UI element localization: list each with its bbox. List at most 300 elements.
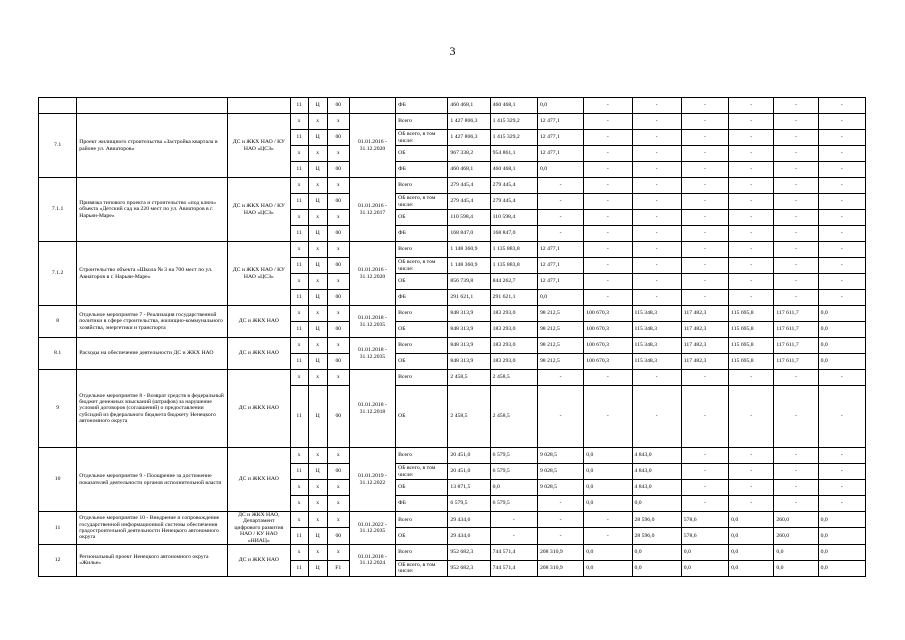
code-cell: 11 xyxy=(290,290,308,306)
code-cell: 11 xyxy=(290,194,308,210)
value-cell: 460 468,1 xyxy=(448,162,490,178)
code-cell: х xyxy=(327,146,349,162)
value-cell: 1 415 329,2 xyxy=(490,130,537,146)
table-row xyxy=(39,338,866,354)
code-cell: х xyxy=(290,370,308,386)
code-cell: х xyxy=(327,544,349,560)
value-cell: 183 293,0 xyxy=(490,306,537,322)
value-cell: 1 135 883,8 xyxy=(490,258,537,274)
measure-name-cell: Отдельное мероприятие 7 - Реализация государственной политики в сфере строительства, жилищно-коммунального хозяйства, энергетики и транспорта xyxy=(77,306,228,338)
code-cell: х xyxy=(290,114,308,130)
funding-source-cell: ОБ всего, в том числе: xyxy=(396,130,448,146)
value-cell: 952 682,3 xyxy=(448,560,490,576)
value-cell: 744 571,4 xyxy=(490,560,537,576)
executor-cell: ДС и ЖКХ НАО xyxy=(228,544,290,576)
value-cell: 578,6 xyxy=(681,512,728,528)
funding-source-cell: ОБ всего, в том числе: xyxy=(396,560,448,576)
value-cell: - xyxy=(774,290,818,306)
row-number-cell: 12 xyxy=(39,544,77,576)
period-cell: 01.01.2016 - 31.12.2020 xyxy=(349,114,395,178)
code-cell: х xyxy=(290,338,308,354)
value-cell: 98 212,5 xyxy=(537,338,583,354)
funding-source-cell: ОБ xyxy=(396,386,448,448)
value-cell: 117 611,7 xyxy=(774,322,818,338)
funding-source-cell: ОБ всего, в том числе: xyxy=(396,194,448,210)
code-cell: х xyxy=(308,114,327,130)
value-cell: 9 028,5 xyxy=(537,480,583,496)
executor-cell: ДС и ЖКХ НАО / КУ НАО «ЦСЗ» xyxy=(228,242,290,306)
value-cell: 20 451,0 xyxy=(448,464,490,480)
code-cell: х xyxy=(308,544,327,560)
value-cell: - xyxy=(681,386,728,448)
value-cell: 848 313,9 xyxy=(448,354,490,370)
code-cell: х xyxy=(308,242,327,258)
value-cell: - xyxy=(681,210,728,226)
value-cell: 6 579,5 xyxy=(490,496,537,512)
value-cell: 0,0 xyxy=(584,448,632,464)
value-cell: 279 445,4 xyxy=(448,194,490,210)
code-cell: х xyxy=(327,306,349,322)
code-cell: х xyxy=(327,448,349,464)
value-cell: 291 621,1 xyxy=(490,290,537,306)
value-cell: - xyxy=(584,178,632,194)
value-cell: - xyxy=(681,130,728,146)
value-cell: 100 670,3 xyxy=(584,354,632,370)
name-cell xyxy=(77,98,228,114)
value-cell: 260,0 xyxy=(774,528,818,544)
code-cell: 11 xyxy=(290,386,308,448)
value-cell: - xyxy=(584,528,632,544)
value-cell: - xyxy=(729,370,774,386)
table-row xyxy=(39,98,866,114)
funding-source-cell: Всего xyxy=(396,370,448,386)
value-cell: - xyxy=(818,386,865,448)
value-cell: 100 670,3 xyxy=(584,338,632,354)
code-cell: х xyxy=(327,274,349,290)
value-cell: - xyxy=(584,274,632,290)
value-cell: - xyxy=(774,146,818,162)
code-cell: х xyxy=(290,480,308,496)
value-cell: - xyxy=(584,258,632,274)
value-cell: - xyxy=(774,98,818,114)
table-row xyxy=(39,114,866,130)
code-cell: х xyxy=(308,480,327,496)
value-cell: 115 348,3 xyxy=(632,354,681,370)
value-cell: 1 427 806,3 xyxy=(448,130,490,146)
code-cell: х xyxy=(290,306,308,322)
value-cell: - xyxy=(584,386,632,448)
funding-source-cell: Всего xyxy=(396,448,448,464)
value-cell: 115 348,3 xyxy=(632,306,681,322)
value-cell: - xyxy=(584,226,632,242)
value-cell: 0,0 xyxy=(584,544,632,560)
code-cell: х xyxy=(290,146,308,162)
code-cell: х xyxy=(308,178,327,194)
value-cell: 844 262,7 xyxy=(490,274,537,290)
value-cell: 6 579,5 xyxy=(490,448,537,464)
value-cell: - xyxy=(729,114,774,130)
value-cell: 98 212,5 xyxy=(537,306,583,322)
value-cell: - xyxy=(774,226,818,242)
value-cell: - xyxy=(818,226,865,242)
value-cell: - xyxy=(681,242,728,258)
code-cell: 11 xyxy=(290,162,308,178)
row-number-cell: 11 xyxy=(39,512,77,545)
value-cell: 1 148 360,9 xyxy=(448,258,490,274)
value-cell: - xyxy=(729,242,774,258)
value-cell: 117 482,3 xyxy=(681,338,728,354)
funding-source-cell: ФБ xyxy=(396,226,448,242)
value-cell: - xyxy=(632,290,681,306)
value-cell: - xyxy=(632,226,681,242)
period-cell xyxy=(349,98,395,114)
value-cell: - xyxy=(537,528,583,544)
period-cell: 01.01.2016 - 31.12.2020 xyxy=(349,242,395,306)
value-cell: - xyxy=(537,386,583,448)
funding-source-cell: Всего xyxy=(396,544,448,560)
value-cell: 12 477,1 xyxy=(537,242,583,258)
executor-cell: ДС и ЖКХ НАО, Департамент цифрового развития НАО / КУ НАО «НИАЦ» xyxy=(228,512,290,545)
measure-name-cell: Строительство объекта «Школа № 3 на 700 мест по ул. Авиаторов в г. Нарьян-Маре» xyxy=(77,242,228,306)
period-cell: 01.01.2018 - 31.12.2024 xyxy=(349,544,395,576)
value-cell: 115 695,8 xyxy=(729,306,774,322)
code-cell: Ц xyxy=(308,226,327,242)
value-cell: - xyxy=(681,226,728,242)
value-cell: 110 598,4 xyxy=(490,210,537,226)
measure-name-cell: Привязка типового проекта и строительство «под ключ» объекта «Детский сад на 220 мест по ул. Авиаторов в г. Нарьян-Маре» xyxy=(77,178,228,242)
code-cell: Ц xyxy=(308,322,327,338)
code-cell: 00 xyxy=(327,258,349,274)
value-cell: - xyxy=(818,194,865,210)
code-cell: Ц xyxy=(308,290,327,306)
row-number-cell: 8.1 xyxy=(39,338,77,370)
value-cell: 4 843,0 xyxy=(632,480,681,496)
value-cell: - xyxy=(584,242,632,258)
value-cell: - xyxy=(632,258,681,274)
code-cell: 11 xyxy=(290,528,308,544)
code-cell: х xyxy=(327,496,349,512)
funding-source-cell: Всего xyxy=(396,512,448,528)
value-cell: - xyxy=(729,464,774,480)
number-cell xyxy=(39,98,77,114)
funding-source-cell: ОБ xyxy=(396,210,448,226)
code-cell: 00 xyxy=(327,98,349,114)
period-cell: 01.01.2018 - 31.12.2035 xyxy=(349,306,395,338)
value-cell: - xyxy=(681,480,728,496)
value-cell: - xyxy=(774,162,818,178)
code-cell: х xyxy=(308,306,327,322)
code-cell: х xyxy=(308,370,327,386)
code-cell: 11 xyxy=(290,560,308,576)
value-cell: - xyxy=(681,178,728,194)
value-cell: - xyxy=(818,178,865,194)
value-cell: 0,0 xyxy=(818,338,865,354)
code-cell: 11 xyxy=(290,130,308,146)
code-cell: 11 xyxy=(290,464,308,480)
value-cell: - xyxy=(729,274,774,290)
code-cell: х xyxy=(327,338,349,354)
value-cell: - xyxy=(681,194,728,210)
value-cell: - xyxy=(537,496,583,512)
value-cell: 12 477,1 xyxy=(537,114,583,130)
code-cell: х xyxy=(290,274,308,290)
value-cell: 0,0 xyxy=(632,496,681,512)
value-cell: 0,0 xyxy=(729,528,774,544)
value-cell: - xyxy=(774,386,818,448)
row-number-cell: 7.1.1 xyxy=(39,178,77,242)
value-cell: 848 313,9 xyxy=(448,338,490,354)
code-cell: х xyxy=(290,210,308,226)
value-cell: - xyxy=(632,98,681,114)
value-cell: 0,0 xyxy=(818,354,865,370)
value-cell: 2 458,5 xyxy=(448,386,490,448)
value-cell: - xyxy=(818,496,865,512)
value-cell: - xyxy=(818,370,865,386)
value-cell: 12 477,1 xyxy=(537,130,583,146)
value-cell: 117 482,3 xyxy=(681,354,728,370)
value-cell: - xyxy=(632,242,681,258)
period-cell: 01.01.2018 - 31.12.2018 xyxy=(349,370,395,448)
value-cell: 110 598,4 xyxy=(448,210,490,226)
value-cell: - xyxy=(818,210,865,226)
value-cell: 0,0 xyxy=(818,512,865,528)
funding-source-cell: ФБ xyxy=(396,496,448,512)
value-cell: - xyxy=(584,290,632,306)
value-cell: - xyxy=(537,226,583,242)
measure-name-cell: Проект жилищного строительства «Застройка квартала в районе ул. Авиаторов» xyxy=(77,114,228,178)
measure-name-cell: Отдельное мероприятие 8 - Возврат средств в федеральный бюджет денежных взысканий (штрафов) за нарушение условий договоров (соглашений) о предоставлении субсидий из федерального бюджета бюджету Ненецкого автономного округа xyxy=(77,370,228,448)
value-cell: - xyxy=(774,130,818,146)
value-cell: 0,0 xyxy=(774,544,818,560)
code-cell: 00 xyxy=(327,354,349,370)
code-cell: Ц xyxy=(308,162,327,178)
value-cell: 9 028,5 xyxy=(537,448,583,464)
code-cell: х xyxy=(327,512,349,528)
code-cell: 00 xyxy=(327,162,349,178)
value-cell: 115 695,8 xyxy=(729,354,774,370)
code-cell: х xyxy=(327,480,349,496)
value-cell: 12 477,1 xyxy=(537,258,583,274)
code-cell: х xyxy=(308,496,327,512)
measure-name-cell: Расходы на обеспечение деятельности ДС и ЖКХ НАО xyxy=(77,338,228,370)
value-cell: 279 445,4 xyxy=(448,178,490,194)
value-cell: - xyxy=(818,98,865,114)
value-cell: 1 427 806,3 xyxy=(448,114,490,130)
value-cell: 967 338,2 xyxy=(448,146,490,162)
value-cell: 9 028,5 xyxy=(537,464,583,480)
code-cell: х xyxy=(290,496,308,512)
funding-source-cell: ОБ xyxy=(396,354,448,370)
code-cell: 00 xyxy=(327,226,349,242)
value-cell: - xyxy=(632,130,681,146)
period-cell: 01.01.2016 - 31.12.2017 xyxy=(349,178,395,242)
value-cell: 117 611,7 xyxy=(774,306,818,322)
value-cell: 117 611,7 xyxy=(774,354,818,370)
value-cell: 0,0 xyxy=(818,560,865,576)
value-cell: 0,0 xyxy=(537,290,583,306)
value-cell: - xyxy=(729,290,774,306)
value-cell: - xyxy=(729,226,774,242)
code-cell: 11 xyxy=(290,226,308,242)
value-cell: - xyxy=(584,512,632,528)
value-cell: 460 468,1 xyxy=(490,162,537,178)
code-cell: 00 xyxy=(327,322,349,338)
code-cell: 00 xyxy=(327,528,349,544)
funding-source-cell: ФБ xyxy=(396,162,448,178)
value-cell: 260,0 xyxy=(774,512,818,528)
value-cell: - xyxy=(818,130,865,146)
value-cell: 0,0 xyxy=(537,162,583,178)
value-cell: 98 212,5 xyxy=(537,354,583,370)
code-cell: х xyxy=(327,242,349,258)
value-cell: 0,0 xyxy=(818,528,865,544)
funding-source-cell: ОБ xyxy=(396,274,448,290)
value-cell: - xyxy=(774,496,818,512)
executor-cell: ДС и ЖКХ НАО / КУ НАО «ЦСЗ» xyxy=(228,178,290,242)
value-cell: 29 434,6 xyxy=(448,512,490,528)
code-cell: 00 xyxy=(327,130,349,146)
value-cell: - xyxy=(681,258,728,274)
value-cell: 115 348,3 xyxy=(632,338,681,354)
code-cell: 11 xyxy=(290,98,308,114)
value-cell: 2 458,5 xyxy=(490,386,537,448)
period-cell: 01.01.2019 - 31.12.2022 xyxy=(349,448,395,512)
value-cell: - xyxy=(681,98,728,114)
value-cell: - xyxy=(584,130,632,146)
funding-source-cell: Всего xyxy=(396,178,448,194)
value-cell: 0,0 xyxy=(729,544,774,560)
value-cell: 0,0 xyxy=(632,560,681,576)
code-cell: Ц xyxy=(308,194,327,210)
funding-source-cell: Всего xyxy=(396,242,448,258)
value-cell: 100 670,3 xyxy=(584,306,632,322)
code-cell: х xyxy=(327,210,349,226)
code-cell: Ц xyxy=(308,528,327,544)
value-cell: - xyxy=(632,162,681,178)
code-cell: 00 xyxy=(327,194,349,210)
value-cell: - xyxy=(584,370,632,386)
code-cell: 11 xyxy=(290,258,308,274)
value-cell: - xyxy=(729,162,774,178)
value-cell: - xyxy=(681,290,728,306)
value-cell: 100 670,3 xyxy=(584,322,632,338)
value-cell: - xyxy=(774,178,818,194)
code-cell: х xyxy=(290,448,308,464)
value-cell: - xyxy=(774,480,818,496)
value-cell: 291 621,1 xyxy=(448,290,490,306)
executor-cell: ДС и ЖКХ НАО xyxy=(228,338,290,370)
table-row xyxy=(39,544,866,560)
value-cell: 168 847,0 xyxy=(490,226,537,242)
value-cell: 117 482,3 xyxy=(681,322,728,338)
value-cell: - xyxy=(584,98,632,114)
value-cell: - xyxy=(774,210,818,226)
value-cell: - xyxy=(729,146,774,162)
value-cell: 29 434,6 xyxy=(448,528,490,544)
code-cell: F1 xyxy=(327,560,349,576)
code-cell: Ц xyxy=(308,386,327,448)
measure-name-cell: Региональный проект Ненецкого автономного округа «Жилье» xyxy=(77,544,228,576)
value-cell: 13 871,5 xyxy=(448,480,490,496)
value-cell: - xyxy=(584,194,632,210)
table-row xyxy=(39,370,866,386)
value-cell: 1 148 360,9 xyxy=(448,242,490,258)
value-cell: - xyxy=(774,448,818,464)
value-cell: 183 293,0 xyxy=(490,322,537,338)
budget-table xyxy=(38,97,866,577)
value-cell: 0,0 xyxy=(818,306,865,322)
value-cell: - xyxy=(490,528,537,544)
value-cell: - xyxy=(537,194,583,210)
value-cell: 20 451,0 xyxy=(448,448,490,464)
code-cell: Ц xyxy=(308,354,327,370)
value-cell: 0,0 xyxy=(681,544,728,560)
value-cell: 183 293,0 xyxy=(490,338,537,354)
value-cell: 856 739,8 xyxy=(448,274,490,290)
code-cell: х xyxy=(290,242,308,258)
value-cell: - xyxy=(818,464,865,480)
value-cell: - xyxy=(818,242,865,258)
value-cell: - xyxy=(681,448,728,464)
value-cell: 117 611,7 xyxy=(774,338,818,354)
value-cell: 279 445,4 xyxy=(490,178,537,194)
value-cell: - xyxy=(729,480,774,496)
executor-cell: ДС и ЖКХ НАО xyxy=(228,448,290,512)
value-cell: 0,0 xyxy=(584,480,632,496)
value-cell: - xyxy=(818,290,865,306)
measure-name-cell: Отдельное мероприятие 9 - Поощрение за достижение показателей деятельности органов исполнительной власти xyxy=(77,448,228,512)
value-cell: 115 695,8 xyxy=(729,338,774,354)
value-cell: - xyxy=(632,114,681,130)
value-cell: - xyxy=(632,274,681,290)
value-cell: 954 861,1 xyxy=(490,146,537,162)
value-cell: 952 682,3 xyxy=(448,544,490,560)
value-cell: 12 477,1 xyxy=(537,146,583,162)
code-cell: Ц xyxy=(308,560,327,576)
code-cell: х xyxy=(308,210,327,226)
measure-name-cell: Отдельное мероприятие 10 - Внедрение и сопровождение государственной информационной системы обеспечения градостроительной деятельности Ненецкого автономного округа xyxy=(77,512,228,545)
value-cell: 12 477,1 xyxy=(537,274,583,290)
value-cell: - xyxy=(681,464,728,480)
funding-source-cell: Всего xyxy=(396,338,448,354)
code-cell: х xyxy=(308,512,327,528)
funding-source-cell: ОБ xyxy=(396,146,448,162)
table-row xyxy=(39,178,866,194)
value-cell: - xyxy=(632,370,681,386)
value-cell: - xyxy=(729,386,774,448)
row-number-cell: 7.1 xyxy=(39,114,77,178)
value-cell: 0,0 xyxy=(818,322,865,338)
code-cell: х xyxy=(308,448,327,464)
code-cell: х xyxy=(308,274,327,290)
value-cell: 1 135 883,8 xyxy=(490,242,537,258)
value-cell: - xyxy=(774,242,818,258)
value-cell: - xyxy=(537,178,583,194)
value-cell: 2 458,5 xyxy=(448,370,490,386)
value-cell: 0,0 xyxy=(774,560,818,576)
value-cell: 279 445,4 xyxy=(490,194,537,210)
value-cell: 115 348,3 xyxy=(632,322,681,338)
value-cell: - xyxy=(729,98,774,114)
value-cell: - xyxy=(818,162,865,178)
value-cell: - xyxy=(632,178,681,194)
funding-source-cell: Всего xyxy=(396,114,448,130)
table-row xyxy=(39,448,866,464)
value-cell: - xyxy=(681,496,728,512)
code-cell: х xyxy=(308,146,327,162)
value-cell: 183 293,0 xyxy=(490,354,537,370)
code-cell: Ц xyxy=(308,130,327,146)
